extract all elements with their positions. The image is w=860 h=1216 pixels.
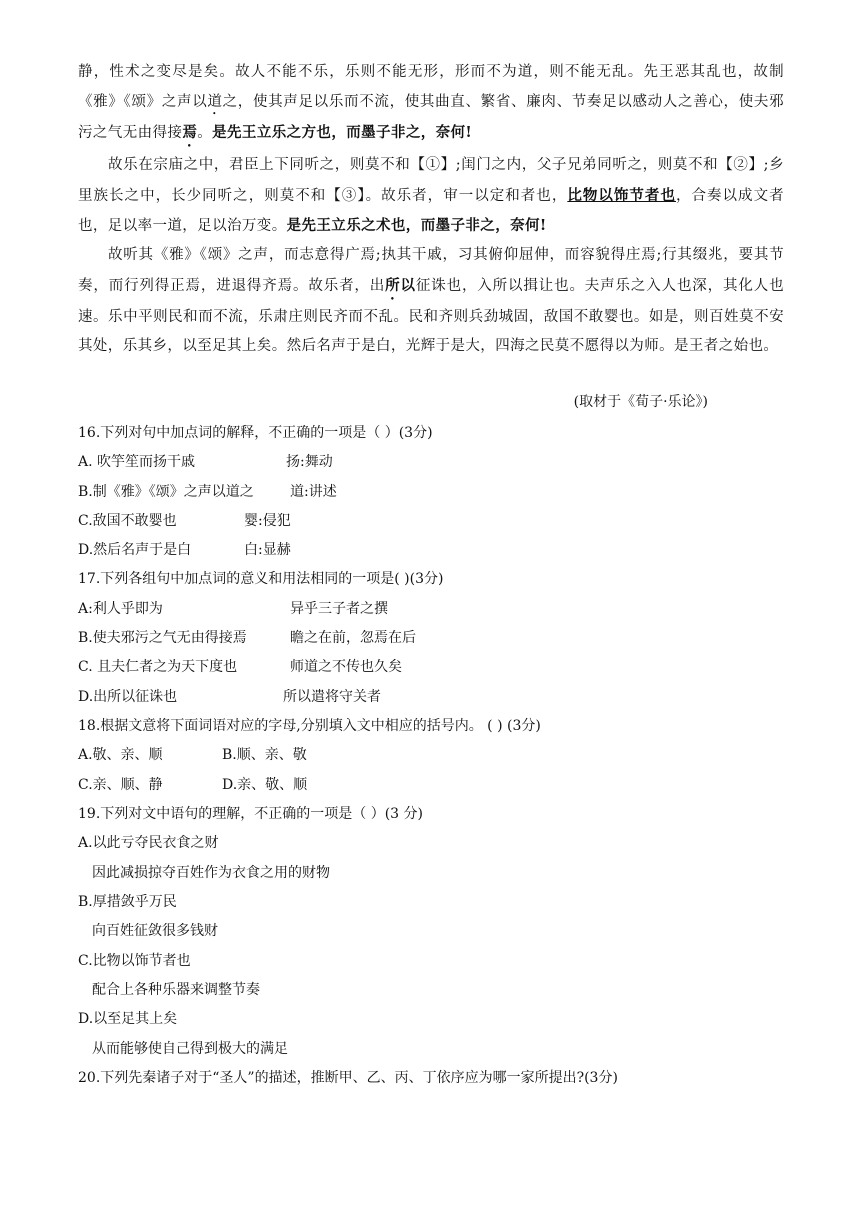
q18-option-d: D.亲、敬、顺 xyxy=(222,777,308,793)
passage-paragraph-2 xyxy=(78,151,784,242)
passage-paragraph-3 xyxy=(78,241,784,362)
q19-option-a: A.以此亏夺民衣食之财 xyxy=(78,835,219,851)
q17-option-d-pair: 所以遣将守关者 xyxy=(283,689,381,705)
p1-segment: 。 xyxy=(197,124,213,141)
p3-segment: 以 xyxy=(400,276,416,294)
q16-option-a-meaning: 扬:舞动 xyxy=(286,454,333,470)
q19-option-c: C.比物以饰节者也 xyxy=(78,953,191,969)
q17-option-a: A:利人乎即为 xyxy=(78,601,163,617)
p1-segment: 静，性术之变尽是矣。故人不能不乐，乐则不能无形，形而不为道，则不能无乱。先王恶其乱也，故制《雅》《颂》之声以 xyxy=(78,64,784,110)
p2-segment: ，合奏以成文者也，足以率一道，足以治万变。 xyxy=(78,187,784,235)
question-20-stem: 20.下列先秦诸子对于“圣人”的描述，推断甲、乙、丙、丁依序应为哪一家所提出?(3分) xyxy=(78,1070,618,1086)
p1-segment: 道 xyxy=(207,93,223,110)
q19-option-a-explanation: 因此减损掠夺百姓作为衣食之用的财物 xyxy=(92,865,330,881)
q17-option-a-pair: 异乎三子者之撰 xyxy=(290,601,388,617)
question-19-stem: 19.下列对文中语句的理解，不正确的一项是（ ）(3 分) xyxy=(78,806,423,822)
question-16-stem: 16.下列对句中加点词的解释，不正确的一项是（ ）(3分) xyxy=(78,425,433,441)
p1-segment: 焉 xyxy=(182,123,198,141)
p3-segment: 故听其《雅》《颂》之声，而志意得广焉;执其干戚，习其俯仰屈伸，而容貌得庄焉;行其缀兆，要其节奏，而行列得正焉，进退得齐焉。故乐者，出 xyxy=(78,247,784,294)
passage-source: (取材于《荀子·乐论》) xyxy=(573,394,708,410)
q19-option-b-explanation: 向百姓征敛很多钱财 xyxy=(92,923,218,939)
q17-option-b: B.使夫邪污之气无由得接焉 xyxy=(78,630,247,646)
q19-option-d: D.以至足其上矣 xyxy=(78,1011,178,1027)
q19-option-c-explanation: 配合上各种乐器来调整节奏 xyxy=(92,982,260,998)
q16-option-d: D.然后名声于是白 xyxy=(78,542,192,558)
question-17-stem: 17.下列各组句中加点词的意义和用法相同的一项是( )(3分) xyxy=(78,571,444,587)
p2-segment: 故乐在宗庙之中，君臣上下同听之，则莫不和【①】;闺门之内，父子兄弟同听之，则莫不和【②】;乡里族长之中，长少同听之，则莫不和【③】。故乐者，审一以定和者也， xyxy=(78,157,784,204)
p2-segment: 比物以饰节者也 xyxy=(567,186,676,204)
q17-option-c-pair: 师道之不传也久矣 xyxy=(290,659,402,675)
q16-option-a: A. 吹竽笙而扬干戚 xyxy=(78,454,196,470)
p1-segment: 之，使其声足以乐而不流，使其曲直、繁省、廉肉、节奏足以感动人之善心，使夫邪污之气无由得接 xyxy=(78,93,784,141)
q16-option-b: B.制《雅》《颂》之声以道之 xyxy=(78,484,254,500)
q19-option-b: B.厚措敛乎万民 xyxy=(78,894,177,910)
q16-option-c-meaning: 婴:侵犯 xyxy=(244,513,291,529)
question-18-stem: 18.根据文意将下面词语对应的字母,分别填入文中相应的括号内。 ( ) (3分) xyxy=(78,718,541,734)
q16-option-d-meaning: 白:显赫 xyxy=(244,542,291,558)
q17-option-d: D.出所以征诛也 xyxy=(78,689,178,705)
q19-option-d-explanation: 从而能够使自己得到极大的满足 xyxy=(92,1041,288,1057)
q18-option-c: C.亲、顺、静 xyxy=(78,777,163,793)
passage-paragraph-1 xyxy=(78,58,784,150)
p1-segment: 是先王立乐之方也，而墨子非之，奈何! xyxy=(212,123,473,141)
q16-option-b-meaning: 道:讲述 xyxy=(290,484,337,500)
q17-option-c: C. 且夫仁者之为天下度也 xyxy=(78,659,238,675)
q18-option-b: B.顺、亲、敬 xyxy=(222,747,307,763)
q18-option-a: A.敬、亲、顺 xyxy=(78,747,163,763)
p2-segment: 是先王立乐之术也，而墨子非之，奈何! xyxy=(286,217,547,235)
p3-segment: 征诛也，入所以揖让也。夫声乐之入人也深，其化人也速。乐中平则民和而不流，乐肃庄则民齐而不乱。民和齐则兵劲城固，敌国不敢婴也。如是，则百姓莫不安其处，乐其乡，以至足其上矣。然后名声于是白，光辉于是大，四海之民莫不愿得以为师。是王者之始也。 xyxy=(78,277,784,355)
q16-option-c: C.敌国不敢婴也 xyxy=(78,513,177,529)
p3-segment: 所 xyxy=(385,276,401,294)
q17-option-b-pair: 瞻之在前，忽焉在后 xyxy=(290,630,416,646)
